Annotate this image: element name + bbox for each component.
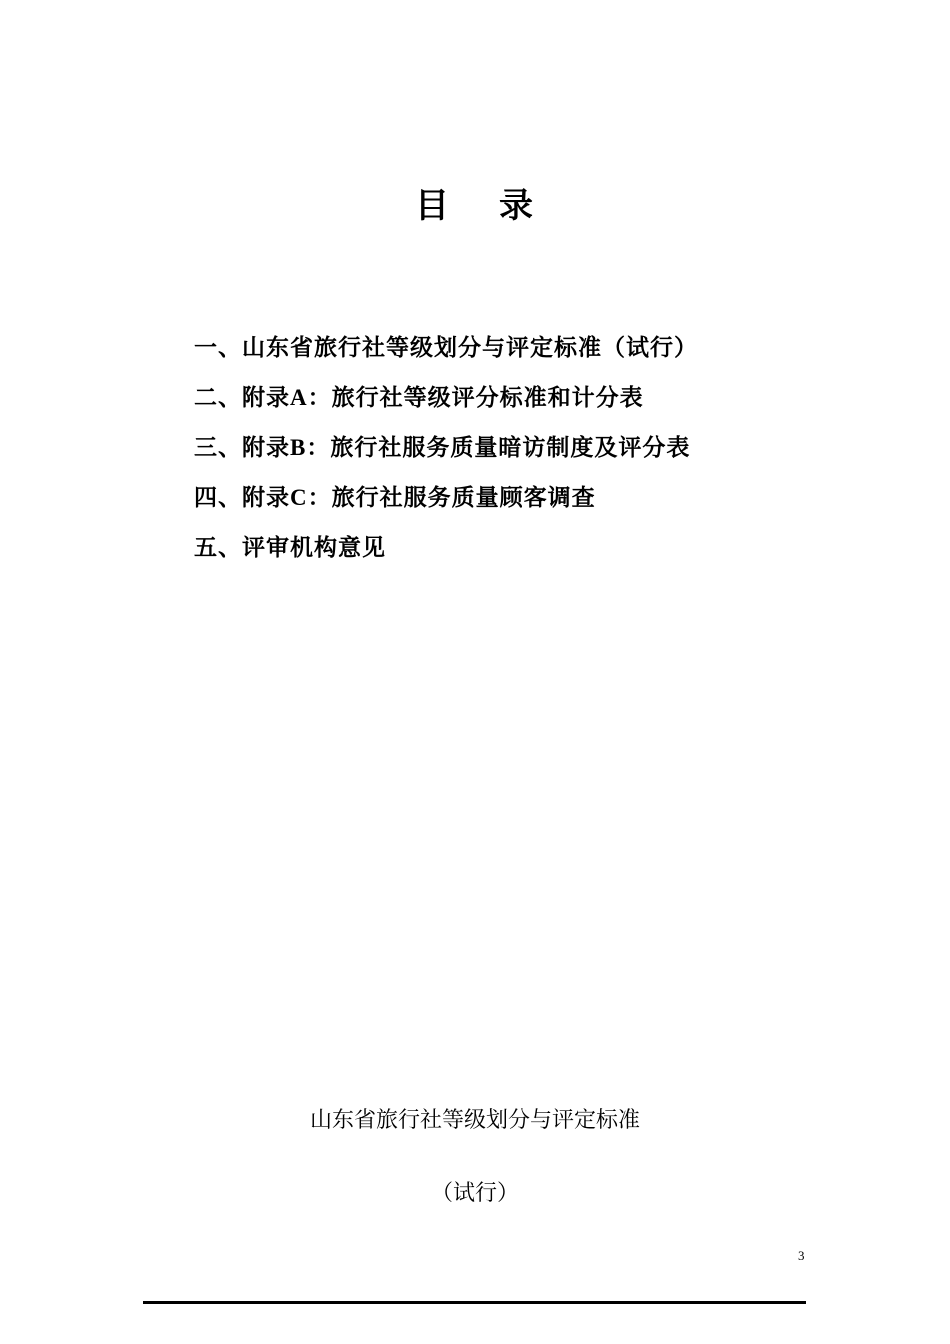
- table-of-contents-title: [0, 178, 950, 227]
- toc-item-text-rest: ：旅行社服务质量顾客调查: [307, 485, 596, 511]
- toc-item-text: 一、山东省旅行社等级划分与评定标准（试行）: [194, 335, 698, 361]
- title-char-1: 目: [415, 186, 451, 226]
- toc-item-text: 四、附录: [194, 485, 290, 511]
- toc-item-1[interactable]: [194, 330, 698, 380]
- toc-item-4[interactable]: [194, 480, 698, 530]
- toc-item-appendix-letter: C: [290, 485, 308, 510]
- toc-item-3[interactable]: [194, 430, 698, 480]
- document-name: 山东省旅行社等级划分与评定标准: [309, 1108, 640, 1133]
- document-status: （试行）: [430, 1181, 519, 1206]
- toc-item-text: 五、评审机构意见: [194, 535, 386, 561]
- toc-item-appendix-letter: A: [290, 385, 308, 410]
- toc-item-text: 二、附录: [194, 385, 290, 411]
- page-number: 3: [798, 1248, 805, 1263]
- toc-item-2[interactable]: [194, 380, 698, 430]
- footer-divider: [143, 1301, 806, 1304]
- toc-item-text-rest: ：旅行社等级评分标准和计分表: [307, 385, 644, 411]
- toc-item-text: 三、附录: [194, 435, 290, 461]
- title-char-2: 录: [499, 186, 535, 226]
- toc-item-5[interactable]: [194, 530, 698, 580]
- toc-item-appendix-letter: B: [290, 435, 307, 460]
- toc-item-text-rest: ：旅行社服务质量暗访制度及评分表: [306, 435, 691, 461]
- toc-list: [194, 330, 698, 580]
